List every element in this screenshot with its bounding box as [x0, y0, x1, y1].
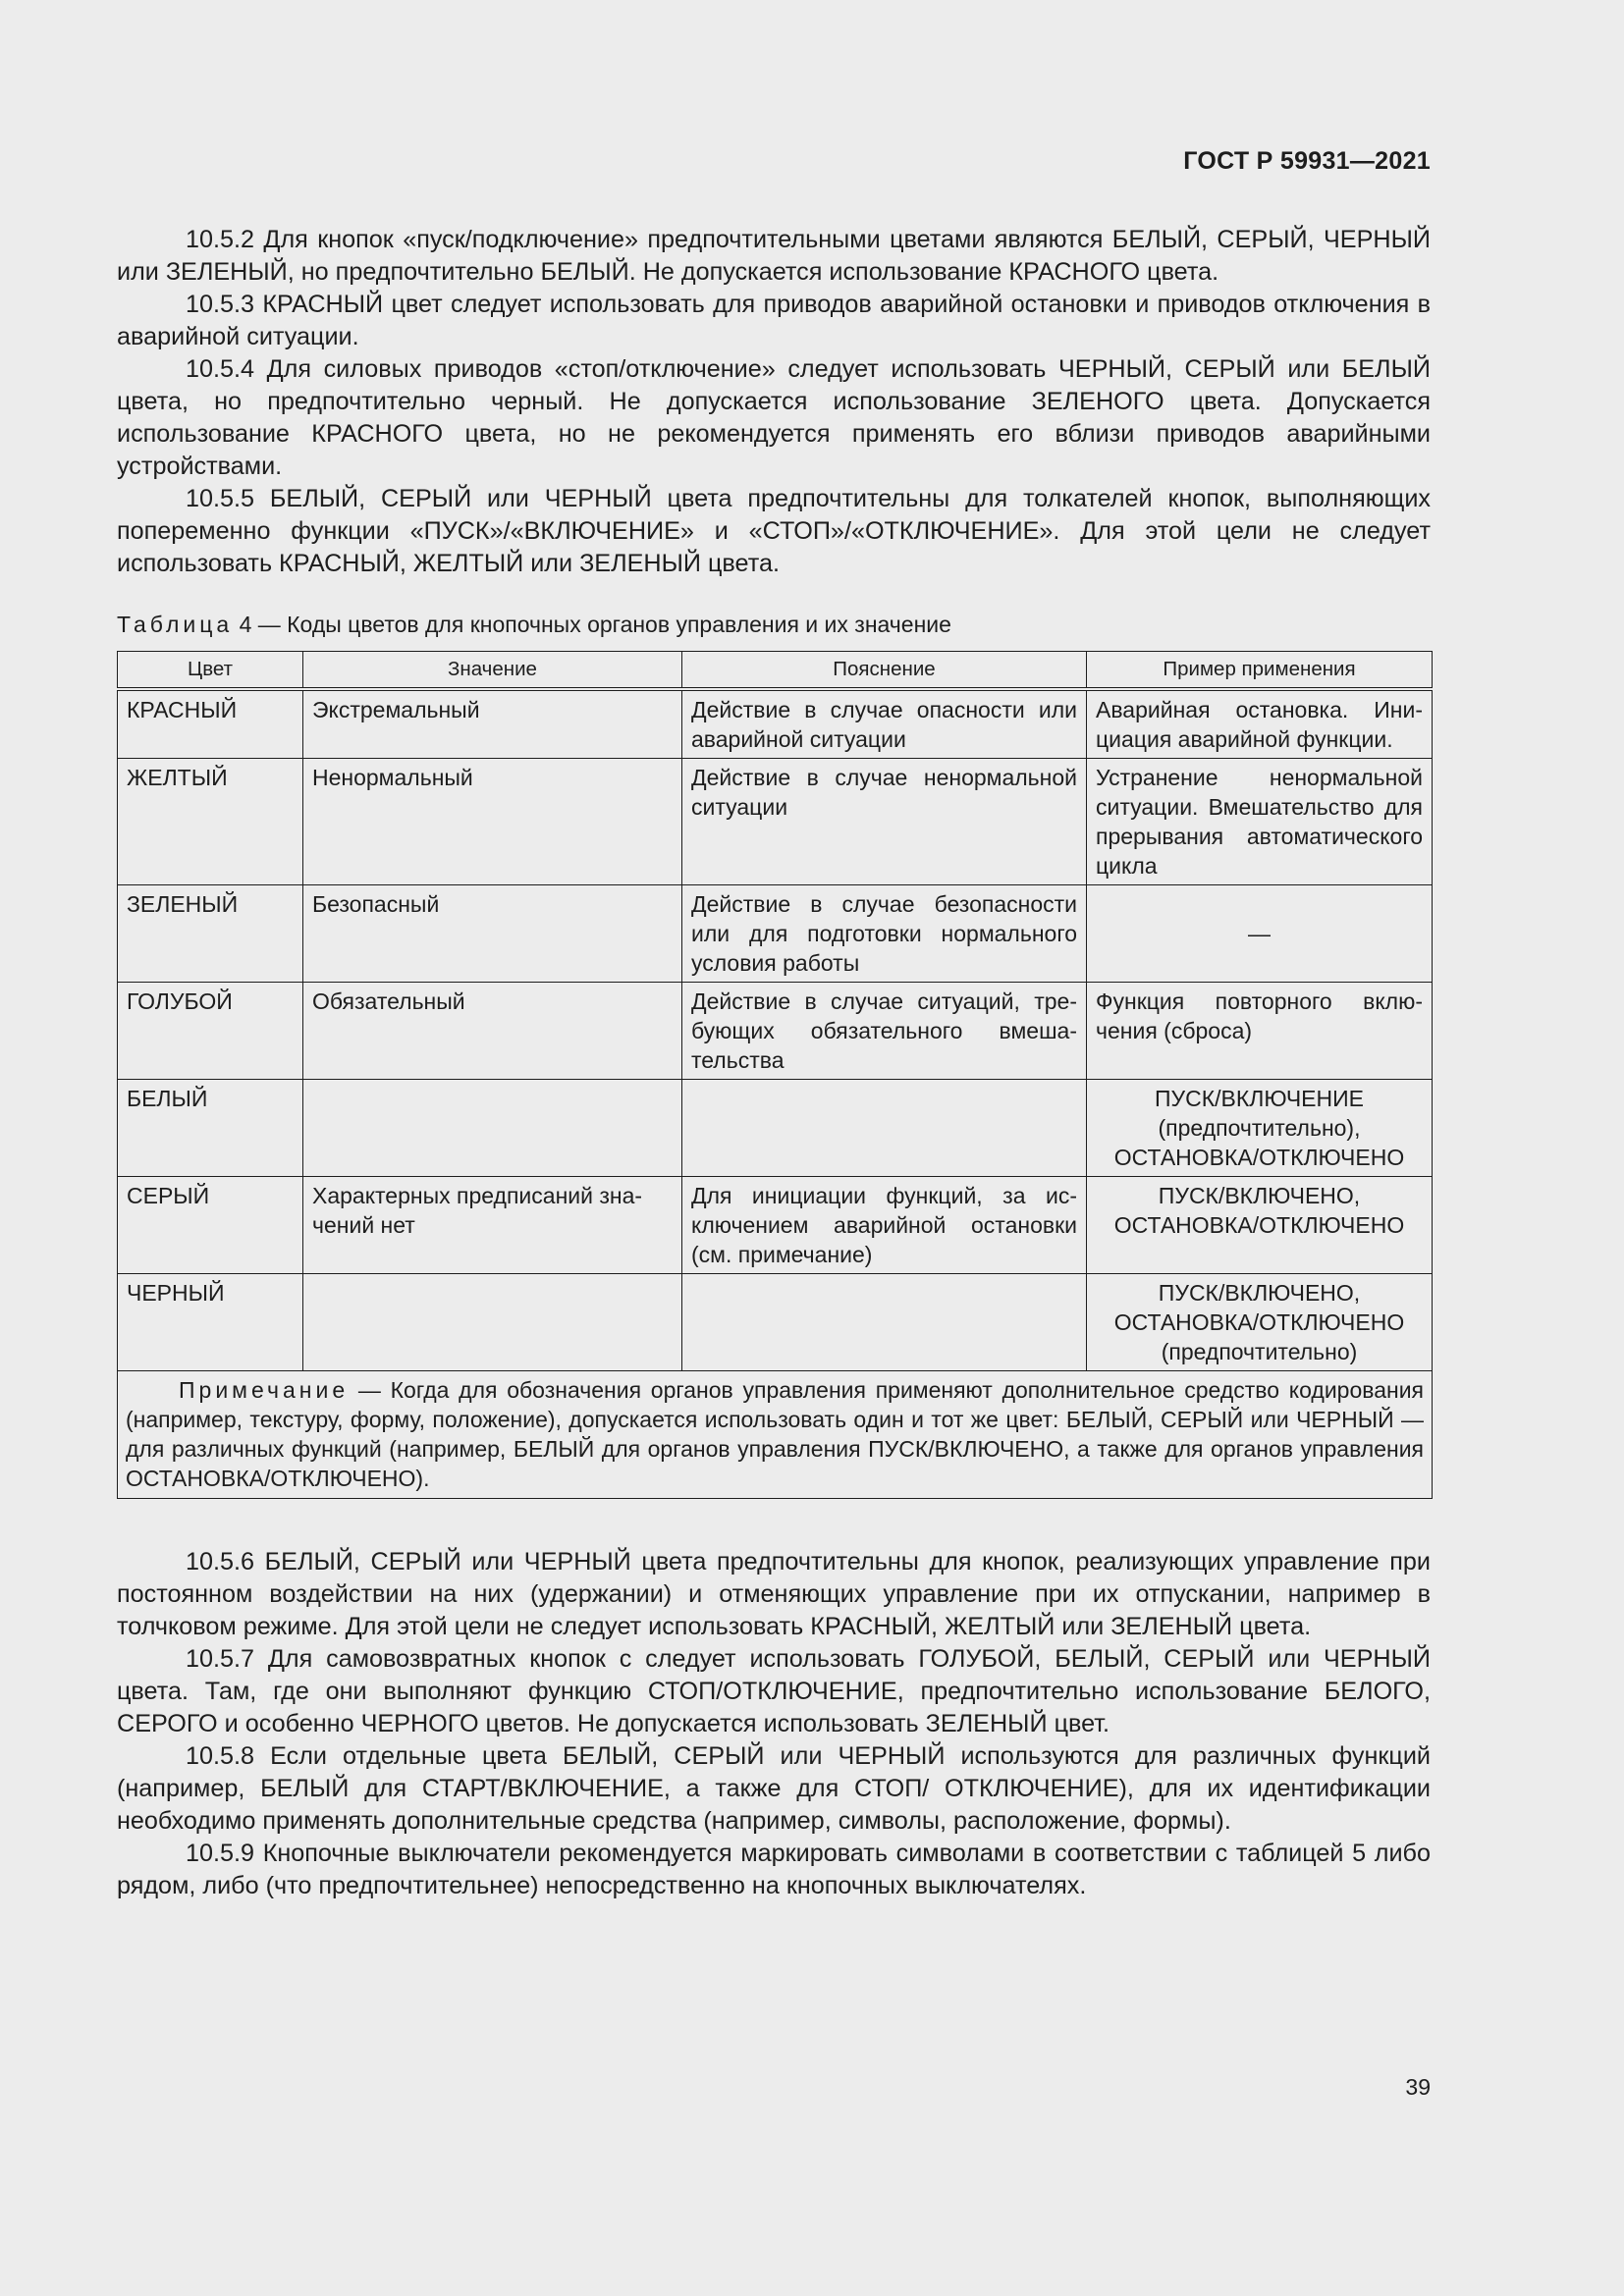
table-row	[118, 759, 1433, 885]
table-row	[118, 1177, 1433, 1274]
cell-explanation: Действие в случае безопасности или для подготовки нормального условия работы	[682, 885, 1087, 983]
cell-meaning	[303, 1080, 682, 1177]
cell-meaning: Экстремальный	[303, 689, 682, 759]
table-row	[118, 983, 1433, 1080]
cell-explanation: Действие в случае ситуаций, требующих обязательного вмешательства	[682, 983, 1087, 1080]
standard-code: ГОСТ Р 59931—2021	[1183, 147, 1431, 175]
paragraph-10-5-9: 10.5.9 Кнопочные выключатели рекомендуется маркировать символами в соответствии с таблицей 5 либо рядом, либо (что предпочтительнее) непосредственно на кнопочных выключателях.	[117, 1840, 1431, 1899]
cell-color: КРАСНЫЙ	[118, 689, 303, 759]
cell-meaning: Ненормальный	[303, 759, 682, 885]
paragraph-10-5-7: 10.5.7 Для самовозвратных кнопок с следует использовать ГОЛУБОЙ, БЕЛЫЙ, СЕРЫЙ или ЧЕРНЫЙ цвета. Там, где они выполняют функцию СТОП/ОТКЛЮЧЕНИЕ, предпочтительно использование БЕЛОГО, СЕРОГО и особенно ЧЕРНОГО цветов. Не допускается использовать ЗЕЛЕНЫЙ цвет.	[117, 1645, 1431, 1737]
note-label: Примечание	[179, 1377, 350, 1403]
cell-explanation: Для инициации функций, за исключением аварийной остановки (см. примечание)	[682, 1177, 1087, 1274]
table-caption	[117, 609, 951, 640]
paragraph-10-5-4: 10.5.4 Для силовых приводов «стоп/отключение» следует использовать ЧЕРНЫЙ, СЕРЫЙ или БЕЛЫЙ цвета, но предпочтительно черный. Не допускается использование ЗЕЛЕНОГО цвета. Допускается использование КРАСНОГО цвета, но не рекомендуется применять его вблизи приводов аварийными устройствами.	[117, 355, 1431, 480]
column-header-explanation: Пояснение	[682, 652, 1087, 690]
paragraphs-bottom	[117, 1546, 1431, 1902]
cell-meaning: Обязательный	[303, 983, 682, 1080]
table-row	[118, 1080, 1433, 1177]
column-header-color: Цвет	[118, 652, 303, 690]
cell-color: СЕРЫЙ	[118, 1177, 303, 1274]
cell-explanation	[682, 1080, 1087, 1177]
cell-meaning: Характерных предписаний значений нет	[303, 1177, 682, 1274]
cell-color: БЕЛЫЙ	[118, 1080, 303, 1177]
paragraph-10-5-3: 10.5.3 КРАСНЫЙ цвет следует использовать для приводов аварийной остановки и приводов отключения в аварийной ситуации.	[117, 291, 1431, 350]
color-codes-table	[117, 651, 1433, 1499]
cell-example: Функция повторного включения (сброса)	[1087, 983, 1433, 1080]
table-caption-label: Таблица	[117, 612, 234, 637]
paragraph-10-5-8: 10.5.8 Если отдельные цвета БЕЛЫЙ, СЕРЫЙ или ЧЕРНЫЙ используются для различных функций (например, БЕЛЫЙ для СТАРТ/ВКЛЮЧЕНИЕ, а также для СТОП/ ОТКЛЮЧЕНИЕ), для их идентификации необходимо применять дополнительные средства (например, символы, расположение, формы).	[117, 1742, 1431, 1835]
cell-example: ПУСК/ВКЛЮЧЕНИЕ (предпочтительно), ОСТАНОВКА/ОТКЛЮЧЕНО	[1087, 1080, 1433, 1177]
paragraph-10-5-5: 10.5.5 БЕЛЫЙ, СЕРЫЙ или ЧЕРНЫЙ цвета предпочтительны для толкателей кнопок, выполняющих попеременно функции «ПУСК»/«ВКЛЮЧЕНИЕ» и «СТОП»/«ОТКЛЮЧЕНИЕ». Для этой цели не следует использовать КРАСНЫЙ, ЖЕЛТЫЙ или ЗЕЛЕНЫЙ цвета.	[117, 485, 1431, 577]
cell-color: ЧЕРНЫЙ	[118, 1274, 303, 1371]
cell-example: ПУСК/ВКЛЮЧЕНО, ОСТАНОВКА/ОТКЛЮЧЕНО	[1087, 1177, 1433, 1274]
cell-color: ЗЕЛЕНЫЙ	[118, 885, 303, 983]
table-row	[118, 1274, 1433, 1371]
column-header-example: Пример применения	[1087, 652, 1433, 690]
cell-example: Аварийная остановка. Инициация аварийной функции.	[1087, 689, 1433, 759]
cell-color: ЖЕЛТЫЙ	[118, 759, 303, 885]
table-row	[118, 885, 1433, 983]
cell-explanation: Действие в случае ненормальной ситуации	[682, 759, 1087, 885]
note-text: — Когда для обозначения органов управления применяют дополнительное средство кодирования (например, текстуру, форму, положение), допускается использовать один и тот же цвет: БЕЛЫЙ, СЕРЫЙ или ЧЕРНЫЙ — для различных функций (например, БЕЛЫЙ для органов управления ПУСК/ВКЛЮЧЕНО, а также для органов управления ОСТАНОВКА/ОТКЛЮЧЕНО).	[126, 1377, 1425, 1491]
page-number: 39	[1405, 2074, 1431, 2100]
cell-meaning	[303, 1274, 682, 1371]
table-caption-text: 4 — Коды цветов для кнопочных органов управления и их значение	[239, 612, 951, 637]
table-header-row	[118, 652, 1433, 690]
table-note	[118, 1371, 1433, 1499]
cell-example: —	[1087, 885, 1433, 983]
table-note-row	[118, 1371, 1433, 1499]
cell-explanation: Действие в случае опасности или аварийной ситуации	[682, 689, 1087, 759]
cell-meaning: Безопасный	[303, 885, 682, 983]
cell-example: Устранение ненормальной ситуации. Вмешательство для прерывания автоматического цикла	[1087, 759, 1433, 885]
paragraph-10-5-2: 10.5.2 Для кнопок «пуск/подключение» предпочтительными цветами являются БЕЛЫЙ, СЕРЫЙ, ЧЕРНЫЙ или ЗЕЛЕНЫЙ, но предпочтительно БЕЛЫЙ. Не допускается использование КРАСНОГО цвета.	[117, 226, 1431, 286]
cell-color: ГОЛУБОЙ	[118, 983, 303, 1080]
column-header-meaning: Значение	[303, 652, 682, 690]
cell-explanation	[682, 1274, 1087, 1371]
table-row	[118, 689, 1433, 759]
paragraphs-top	[117, 224, 1431, 580]
paragraph-10-5-6: 10.5.6 БЕЛЫЙ, СЕРЫЙ или ЧЕРНЫЙ цвета предпочтительны для кнопок, реализующих управление при постоянном воздействии на них (удержании) и отменяющих управление при их отпускании, например в толчковом режиме. Для этой цели не следует использовать КРАСНЫЙ, ЖЕЛТЫЙ или ЗЕЛЕНЫЙ цвета.	[117, 1548, 1431, 1640]
cell-example: ПУСК/ВКЛЮЧЕНО, ОСТАНОВКА/ОТКЛЮЧЕНО (предпочтительно)	[1087, 1274, 1433, 1371]
